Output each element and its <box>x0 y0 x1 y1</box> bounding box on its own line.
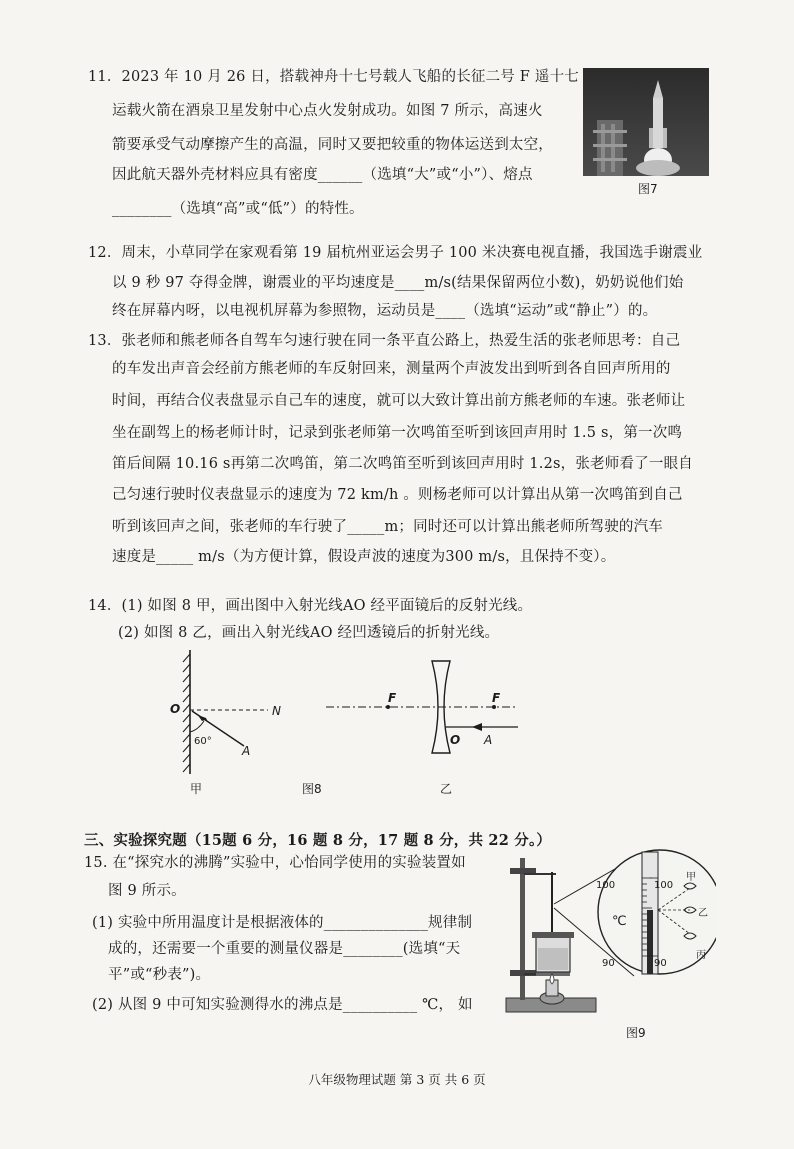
q13-line6: 己匀速行驶时仪表盘显示的速度为 72 km/h 。则杨老师可以计算出从第一次鸣笛到自己 <box>112 487 683 503</box>
thermo-tick-100-right: 100 <box>654 880 674 891</box>
figure-7-caption: 图7 <box>638 182 658 196</box>
figure-9-caption: 图9 <box>626 1026 646 1040</box>
thermo-label-yi: 乙 <box>698 908 708 919</box>
q13-line3: 时间，再结合仪表盘显示自己车的速度，就可以大致计算出前方熊老师的车速。张老师让 <box>112 393 686 409</box>
figure-8b-concave-lens <box>322 655 522 765</box>
q12-line2: 以 9 秒 97 夺得金牌，谢震业的平均速度是____m/s(结果保留两位小数)，奶奶说他们始 <box>112 275 684 291</box>
figure-8a-caption: 甲 <box>190 782 203 796</box>
q13-line2: 的车发出声音会经前方熊老师的车反射回来，测量两个声波发出到听到各自回声所用的 <box>112 361 671 377</box>
thermo-label-bing: 丙 <box>696 950 706 961</box>
q13-line4: 坐在副驾上的杨老师计时，记录到张老师第一次鸣笛至听到该回声用时 1.5 s，第一次鸣 <box>112 425 683 441</box>
thermo-unit-celsius: ℃ <box>612 914 627 929</box>
q11-line5: ________（选填“高”或“低”）的特性。 <box>112 201 364 217</box>
q11-line4: 因此航天器外壳材料应具有密度______（选填“大”或“小”）、熔点 <box>112 167 533 183</box>
figure-8-caption: 图8 <box>302 782 322 796</box>
q14-line1: 14．(1) 如图 8 甲，画出图中入射光线AO 经平面镜后的反射光线。 <box>88 598 533 614</box>
label-A-fig8b: A <box>484 733 493 747</box>
q15-line1: 15. 在“探究水的沸腾”实验中，心怡同学使用的实验装置如 <box>84 855 466 871</box>
figure-7-rocket-photo <box>583 68 709 176</box>
figure-8b-caption: 乙 <box>440 782 453 796</box>
label-O-fig8a: O <box>170 702 181 716</box>
thermo-tick-100-left: 100 <box>596 880 616 891</box>
q14-line2: (2) 如图 8 乙，画出入射光线AO 经凹透镜后的折射光线。 <box>118 625 500 641</box>
figure-9-boiling-apparatus <box>494 848 716 1038</box>
q12-line1: 12．周末，小草同学在家观看第 19 届杭州亚运会男子 100 米决赛电视直播，我国选手谢震业 <box>88 245 703 261</box>
section-3-title: 三、实验探究题（15题 6 分，16 题 8 分，17 题 8 分，共 22 分。） <box>84 832 552 849</box>
q15-line5: 平”或“秒表”)。 <box>108 967 211 983</box>
q13-line1: 13．张老师和熊老师各自驾车匀速行驶在同一条平直公路上，热爱生活的张老师思考：自己 <box>88 333 681 349</box>
q13-line8: 速度是_____ m/s（为方便计算，假设声波的速度为300 m/s，且保持不变）。 <box>112 549 616 565</box>
thermo-label-jia: 甲 <box>686 872 696 883</box>
figure-8a-plane-mirror <box>150 648 300 778</box>
label-A-fig8a: A <box>242 744 251 758</box>
q13-line5: 笛后间隔 10.16 s再第二次鸣笛，第二次鸣笛至听到该回声用时 1.2s，张老师看了一眼自 <box>112 456 693 472</box>
q15-line3: (1) 实验中所用温度计是根据液体的______________规律制 <box>92 915 473 931</box>
q11-line1: 11．2023 年 10 月 26 日，搭载神舟十七号载人飞船的长征二号 F 遥十七 <box>88 69 579 85</box>
label-N-fig8a: N <box>272 704 281 718</box>
q12-line3: 终在屏幕内呀，以电视机屏幕为参照物，运动员是____（选填“运动”或“静止”）的。 <box>112 303 658 319</box>
label-F-left: F <box>388 691 397 705</box>
label-angle-60: 60° <box>194 736 212 747</box>
q15-line2: 图 9 所示。 <box>108 883 186 899</box>
label-O-fig8b: O <box>450 733 461 747</box>
thermo-tick-90-left: 90 <box>602 958 615 969</box>
q11-line3: 箭要承受气动摩擦产生的高温，同时又要把较重的物体运送到太空， <box>112 137 553 153</box>
page-footer: 八年级物理试题 第 3 页 共 6 页 <box>308 1072 486 1087</box>
q13-line7: 听到该回声之间，张老师的车行驶了_____m；同时还可以计算出熊老师所驾驶的汽车 <box>112 519 663 535</box>
q15-line6: (2) 从图 9 中可知实验测得水的沸点是__________ ℃， 如 <box>92 997 473 1013</box>
q15-line4: 成的，还需要一个重要的测量仪器是________(选填“天 <box>108 941 461 957</box>
thermo-tick-90-right: 90 <box>654 958 667 969</box>
q11-line2: 运载火箭在酒泉卫星发射中心点火发射成功。如图 7 所示，高速火 <box>112 103 543 119</box>
label-F-right: F <box>492 691 501 705</box>
